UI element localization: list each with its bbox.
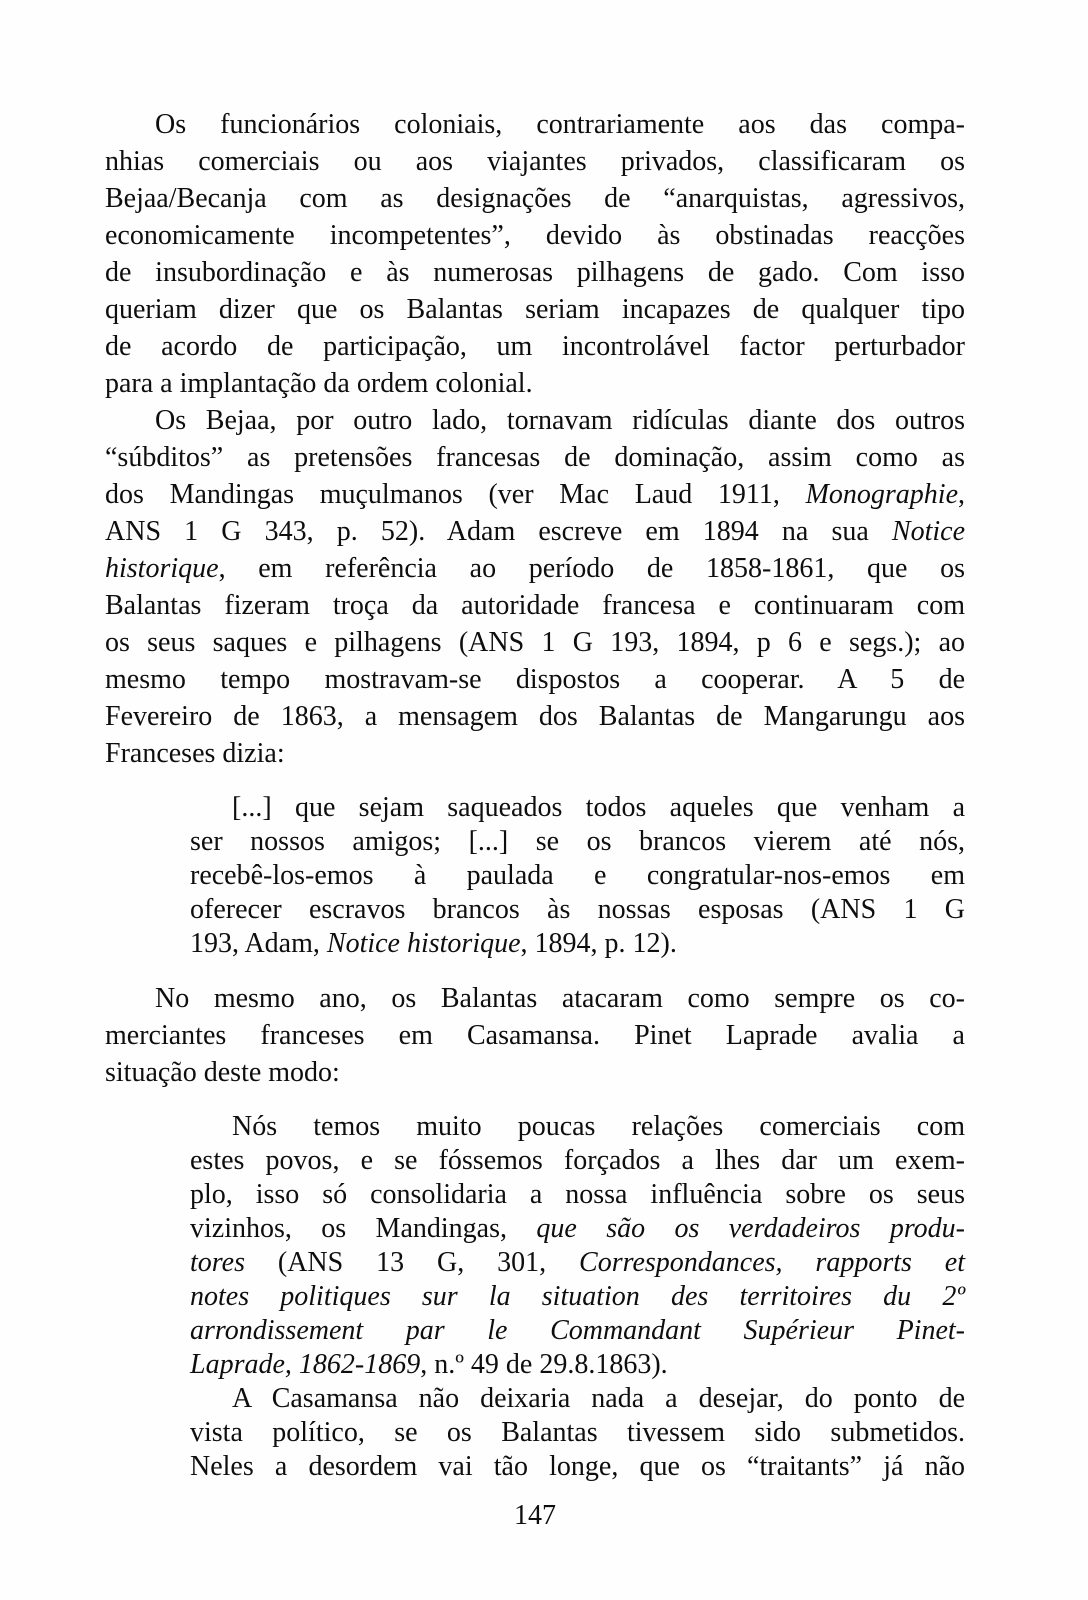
text-run: Neles a desordem vai tão longe, que os “traitants” já não xyxy=(190,1451,965,1482)
text-run: Os funcionários coloniais, contrariamente aos das compa- xyxy=(155,109,965,140)
text-line xyxy=(190,1314,965,1348)
text-run: mesmo tempo mostravam-se dispostos a cooperar. A 5 de xyxy=(105,664,965,695)
text-run: Fevereiro de 1863, a mensagem dos Balantas de Mangarungu aos xyxy=(105,701,965,732)
page-text xyxy=(105,106,965,1484)
text-run: , n.º 49 de 29.8.1863). xyxy=(420,1349,668,1380)
text-run: nhias comerciais ou aos viajantes privados, classificaram os xyxy=(105,146,965,177)
text-line xyxy=(190,1110,965,1144)
text-run: plo, isso só consolidaria a nossa influência sobre os seus xyxy=(190,1179,965,1210)
text-line xyxy=(190,1178,965,1212)
text-run: Os Bejaa, por outro lado, tornavam ridículas diante dos outros xyxy=(155,405,965,436)
text-run: , 1894, p. 12). xyxy=(520,928,677,959)
text-line xyxy=(105,180,965,217)
text-run: dos Mandingas muçulmanos (ver Mac Laud 1911, xyxy=(105,479,806,510)
text-line xyxy=(105,513,965,550)
text-line xyxy=(105,402,965,439)
text-line xyxy=(105,980,965,1017)
text-line xyxy=(105,624,965,661)
text-run: merciantes franceses em Casamansa. Pinet Laprade avalia a xyxy=(105,1020,965,1051)
text-line xyxy=(190,825,965,859)
text-line xyxy=(105,587,965,624)
text-line xyxy=(105,106,965,143)
text-run: vista político, se os Balantas tivessem sido submetidos. xyxy=(190,1417,965,1448)
text-line xyxy=(105,365,965,402)
text-run: Franceses dizia: xyxy=(105,738,285,769)
text-run: , em referência ao período de 1858-1861, que os xyxy=(218,553,965,584)
text-run: 193, Adam, xyxy=(190,928,327,959)
text-line xyxy=(105,1054,965,1091)
text-line xyxy=(190,893,965,927)
text-line xyxy=(190,1246,965,1280)
text-run: recebê-los-emos à paulada e congratular-nos-emos em xyxy=(190,860,965,891)
text-run: oferecer escravos brancos às nossas esposas (ANS 1 G xyxy=(190,894,965,925)
text-line xyxy=(190,1416,965,1450)
italic-text-run: que são os verdadeiros produ- xyxy=(536,1213,965,1244)
text-line xyxy=(105,328,965,365)
italic-text-run: Monographie xyxy=(805,479,958,510)
text-run: ser nossos amigos; [...] se os brancos vierem até nós, xyxy=(190,826,965,857)
text-run: queriam dizer que os Balantas seriam incapazes de qualquer tipo xyxy=(105,294,965,325)
italic-text-run: tores xyxy=(190,1247,245,1278)
text-line xyxy=(105,735,965,772)
text-run: No mesmo ano, os Balantas atacaram como sempre os co- xyxy=(155,983,965,1014)
text-line xyxy=(105,476,965,513)
text-line xyxy=(105,143,965,180)
text-line xyxy=(190,791,965,825)
quote-block xyxy=(190,1110,965,1484)
text-run: [...] que sejam saqueados todos aqueles que venham a xyxy=(232,792,965,823)
text-run: (ANS 13 G, 301, xyxy=(244,1247,580,1278)
text-line xyxy=(105,698,965,735)
paragraph xyxy=(105,106,965,402)
text-line xyxy=(190,1348,965,1382)
italic-text-run: Notice xyxy=(891,516,965,547)
text-run: situação deste modo: xyxy=(105,1057,340,1088)
text-run: ANS 1 G 343, p. 52). Adam escreve em 1894 na sua xyxy=(105,516,892,547)
text-line xyxy=(190,1280,965,1314)
text-line xyxy=(190,1450,965,1484)
paragraph xyxy=(105,402,965,772)
text-line xyxy=(190,1144,965,1178)
text-run: os seus saques e pilhagens (ANS 1 G 193, 1894, p 6 e segs.); ao xyxy=(105,627,965,658)
text-line xyxy=(190,859,965,893)
text-line xyxy=(105,1017,965,1054)
text-line xyxy=(105,661,965,698)
text-run: vizinhos, os Mandingas, xyxy=(190,1213,537,1244)
italic-text-run: Correspondances, rapports et xyxy=(579,1247,965,1278)
text-run: economicamente incompetentes”, devido às obstinadas reacções xyxy=(105,220,965,251)
italic-text-run: arrondissement par le Commandant Supérieur Pinet- xyxy=(190,1315,965,1346)
page-number: 147 xyxy=(514,1500,556,1531)
text-run: A Casamansa não deixaria nada a desejar, do ponto de xyxy=(232,1383,965,1414)
quote-block xyxy=(190,791,965,961)
text-line xyxy=(105,254,965,291)
italic-text-run: historique xyxy=(105,553,219,584)
paragraph xyxy=(105,980,965,1091)
text-line xyxy=(105,550,965,587)
text-run: Balantas fizeram troça da autoridade francesa e continuaram com xyxy=(105,590,965,621)
text-line xyxy=(190,1382,965,1416)
text-run: de acordo de participação, um incontrolável factor perturbador xyxy=(105,331,965,362)
text-line xyxy=(105,217,965,254)
italic-text-run: Notice historique xyxy=(326,928,521,959)
italic-text-run: Laprade, 1862-1869 xyxy=(190,1349,421,1380)
text-run: Bejaa/Becanja com as designações de “anarquistas, agressivos, xyxy=(105,183,965,214)
text-run: , xyxy=(958,479,965,510)
text-run: Nós temos muito poucas relações comerciais com xyxy=(232,1111,965,1142)
text-run: para a implantação da ordem colonial. xyxy=(105,368,533,399)
text-line xyxy=(190,1212,965,1246)
text-run: de insubordinação e às numerosas pilhagens de gado. Com isso xyxy=(105,257,965,288)
text-line xyxy=(190,927,965,961)
text-run: “súbditos” as pretensões francesas de dominação, assim como as xyxy=(105,442,965,473)
text-line xyxy=(105,291,965,328)
italic-text-run: notes politiques sur la situation des territoires du 2º xyxy=(190,1281,965,1312)
text-line xyxy=(105,439,965,476)
text-run: estes povos, e se fóssemos forçados a lhes dar um exem- xyxy=(190,1145,965,1176)
